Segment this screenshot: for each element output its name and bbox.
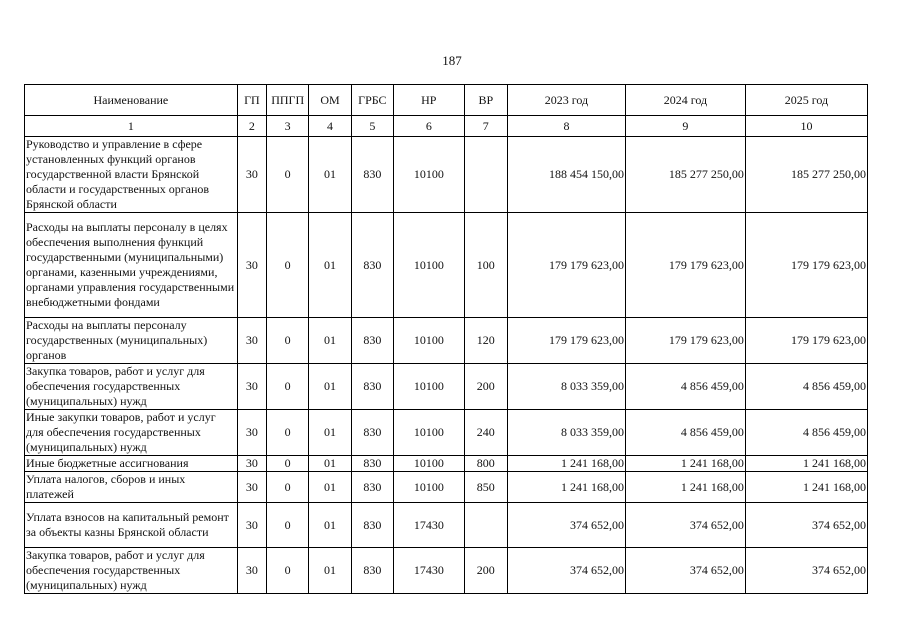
- row-ppgp: 0: [267, 213, 309, 318]
- table-row: [25, 548, 868, 594]
- row-2024: 179 179 623,00: [625, 213, 745, 318]
- row-nr: 10100: [394, 137, 465, 213]
- row-nr: 17430: [394, 548, 465, 594]
- row-grbs: 830: [351, 548, 393, 594]
- table-row: [25, 213, 868, 318]
- row-grbs: 830: [351, 364, 393, 410]
- row-name: Уплата взносов на капитальный ремонт за объекты казны Брянской области: [25, 503, 238, 548]
- table-row: [25, 318, 868, 364]
- row-gp: 30: [237, 456, 266, 472]
- row-vr: 200: [464, 548, 507, 594]
- header-nr: НР: [394, 85, 465, 116]
- row-grbs: 830: [351, 456, 393, 472]
- table-row: [25, 456, 868, 472]
- header-grbs: ГРБС: [351, 85, 393, 116]
- row-om: 01: [309, 472, 351, 503]
- row-nr: 10100: [394, 364, 465, 410]
- row-2024: 185 277 250,00: [625, 137, 745, 213]
- column-number: 5: [351, 116, 393, 137]
- row-om: 01: [309, 364, 351, 410]
- row-ppgp: 0: [267, 548, 309, 594]
- row-om: 01: [309, 213, 351, 318]
- row-gp: 30: [237, 503, 266, 548]
- row-nr: 10100: [394, 410, 465, 456]
- row-ppgp: 0: [267, 472, 309, 503]
- row-gp: 30: [237, 318, 266, 364]
- row-ppgp: 0: [267, 503, 309, 548]
- row-gp: 30: [237, 364, 266, 410]
- header-gp: ГП: [237, 85, 266, 116]
- row-2025: 1 241 168,00: [745, 456, 867, 472]
- row-ppgp: 0: [267, 364, 309, 410]
- row-2024: 374 652,00: [625, 548, 745, 594]
- row-2023: 374 652,00: [507, 548, 625, 594]
- row-om: 01: [309, 410, 351, 456]
- row-2023: 374 652,00: [507, 503, 625, 548]
- header-vr: ВР: [464, 85, 507, 116]
- column-number: 2: [237, 116, 266, 137]
- column-number: 3: [267, 116, 309, 137]
- row-grbs: 830: [351, 472, 393, 503]
- row-2023: 8 033 359,00: [507, 364, 625, 410]
- row-2025: 374 652,00: [745, 503, 867, 548]
- row-om: 01: [309, 137, 351, 213]
- row-grbs: 830: [351, 213, 393, 318]
- row-vr: 240: [464, 410, 507, 456]
- row-grbs: 830: [351, 318, 393, 364]
- row-gp: 30: [237, 213, 266, 318]
- budget-table: [24, 84, 868, 594]
- row-vr: 200: [464, 364, 507, 410]
- header-2025: 2025 год: [745, 85, 867, 116]
- row-name: Руководство и управление в сфере установленных функций органов государственной власти Брянской области и государственных органов Брянской области: [25, 137, 238, 213]
- row-gp: 30: [237, 548, 266, 594]
- table-row: [25, 503, 868, 548]
- column-number: 6: [394, 116, 465, 137]
- row-vr: 100: [464, 213, 507, 318]
- row-nr: 17430: [394, 503, 465, 548]
- header-row: [25, 85, 868, 116]
- row-2023: 179 179 623,00: [507, 213, 625, 318]
- row-grbs: 830: [351, 503, 393, 548]
- row-ppgp: 0: [267, 410, 309, 456]
- row-2025: 374 652,00: [745, 548, 867, 594]
- row-grbs: 830: [351, 137, 393, 213]
- row-2023: 179 179 623,00: [507, 318, 625, 364]
- row-2024: 179 179 623,00: [625, 318, 745, 364]
- row-vr: [464, 137, 507, 213]
- row-vr: 850: [464, 472, 507, 503]
- table-row: [25, 364, 868, 410]
- row-name: Иные закупки товаров, работ и услуг для обеспечения государственных (муниципальных) нужд: [25, 410, 238, 456]
- row-2025: 179 179 623,00: [745, 318, 867, 364]
- row-2025: 179 179 623,00: [745, 213, 867, 318]
- row-gp: 30: [237, 472, 266, 503]
- row-2023: 8 033 359,00: [507, 410, 625, 456]
- page-number: 187: [442, 53, 462, 68]
- row-2024: 374 652,00: [625, 503, 745, 548]
- row-name: Уплата налогов, сборов и иных платежей: [25, 472, 238, 503]
- column-number-row: [25, 116, 868, 137]
- row-2023: 1 241 168,00: [507, 472, 625, 503]
- column-number: 9: [625, 116, 745, 137]
- row-name: Закупка товаров, работ и услуг для обеспечения государственных (муниципальных) нужд: [25, 364, 238, 410]
- row-2025: 1 241 168,00: [745, 472, 867, 503]
- row-nr: 10100: [394, 318, 465, 364]
- column-number: 8: [507, 116, 625, 137]
- row-2023: 188 454 150,00: [507, 137, 625, 213]
- row-gp: 30: [237, 410, 266, 456]
- row-2024: 4 856 459,00: [625, 410, 745, 456]
- column-number: 1: [25, 116, 238, 137]
- header-2023: 2023 год: [507, 85, 625, 116]
- table-row: [25, 137, 868, 213]
- row-ppgp: 0: [267, 318, 309, 364]
- row-nr: 10100: [394, 472, 465, 503]
- header-om: ОМ: [309, 85, 351, 116]
- row-vr: 800: [464, 456, 507, 472]
- row-ppgp: 0: [267, 137, 309, 213]
- row-nr: 10100: [394, 456, 465, 472]
- row-2024: 1 241 168,00: [625, 456, 745, 472]
- row-2025: 4 856 459,00: [745, 364, 867, 410]
- column-number: 4: [309, 116, 351, 137]
- row-om: 01: [309, 456, 351, 472]
- row-name: Закупка товаров, работ и услуг для обеспечения государственных (муниципальных) нужд: [25, 548, 238, 594]
- row-om: 01: [309, 503, 351, 548]
- header-ppgp: ППГП: [267, 85, 309, 116]
- row-vr: 120: [464, 318, 507, 364]
- row-om: 01: [309, 548, 351, 594]
- header-name: Наименование: [25, 85, 238, 116]
- row-name: Иные бюджетные ассигнования: [25, 456, 238, 472]
- table-row: [25, 410, 868, 456]
- row-name: Расходы на выплаты персоналу государственных (муниципальных) органов: [25, 318, 238, 364]
- row-2023: 1 241 168,00: [507, 456, 625, 472]
- row-ppgp: 0: [267, 456, 309, 472]
- row-2024: 4 856 459,00: [625, 364, 745, 410]
- column-number: 10: [745, 116, 867, 137]
- column-number: 7: [464, 116, 507, 137]
- row-2024: 1 241 168,00: [625, 472, 745, 503]
- table-row: [25, 472, 868, 503]
- row-gp: 30: [237, 137, 266, 213]
- row-grbs: 830: [351, 410, 393, 456]
- header-2024: 2024 год: [625, 85, 745, 116]
- row-2025: 4 856 459,00: [745, 410, 867, 456]
- row-nr: 10100: [394, 213, 465, 318]
- row-om: 01: [309, 318, 351, 364]
- row-name: Расходы на выплаты персоналу в целях обеспечения выполнения функций государственными (муниципальными) органами, казенными учреждениями, органами управления государственными внебюджетными фондами: [25, 213, 238, 318]
- row-vr: [464, 503, 507, 548]
- row-2025: 185 277 250,00: [745, 137, 867, 213]
